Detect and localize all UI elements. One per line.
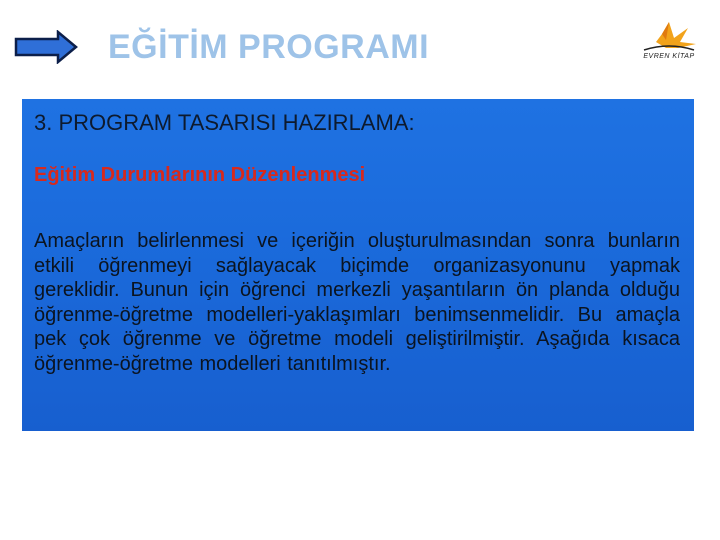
section-heading: 3. PROGRAM TASARISI HAZIRLAMA: — [34, 110, 415, 135]
page-title: EĞİTİM PROGRAMI — [108, 28, 430, 66]
right-arrow-icon — [14, 30, 78, 64]
body-paragraph: Amaçların belirlenmesi ve içeriğin oluşturulmasından sonra bunların etkili öğrenmeyi sağlayacak biçimde organizasyonunu yapmak gereklidir. Bunun için öğrenci merkezli yaşantıların ön planda olduğu öğrenme-öğretme modelleri-yaklaşımları benimsenmelidir. Bu amaçla pek çok öğrenme ve öğretme modeli geliştirilmiştir. Aşağıda kısaca öğrenme-öğretme modelleri tanıtılmıştır. — [34, 230, 680, 375]
section-subheading: Eğitim Durumlarının Düzenlenmesi — [34, 164, 366, 186]
publisher-logo — [636, 18, 702, 70]
svg-text:EVREN KİTAP: EVREN KİTAP — [643, 53, 695, 60]
